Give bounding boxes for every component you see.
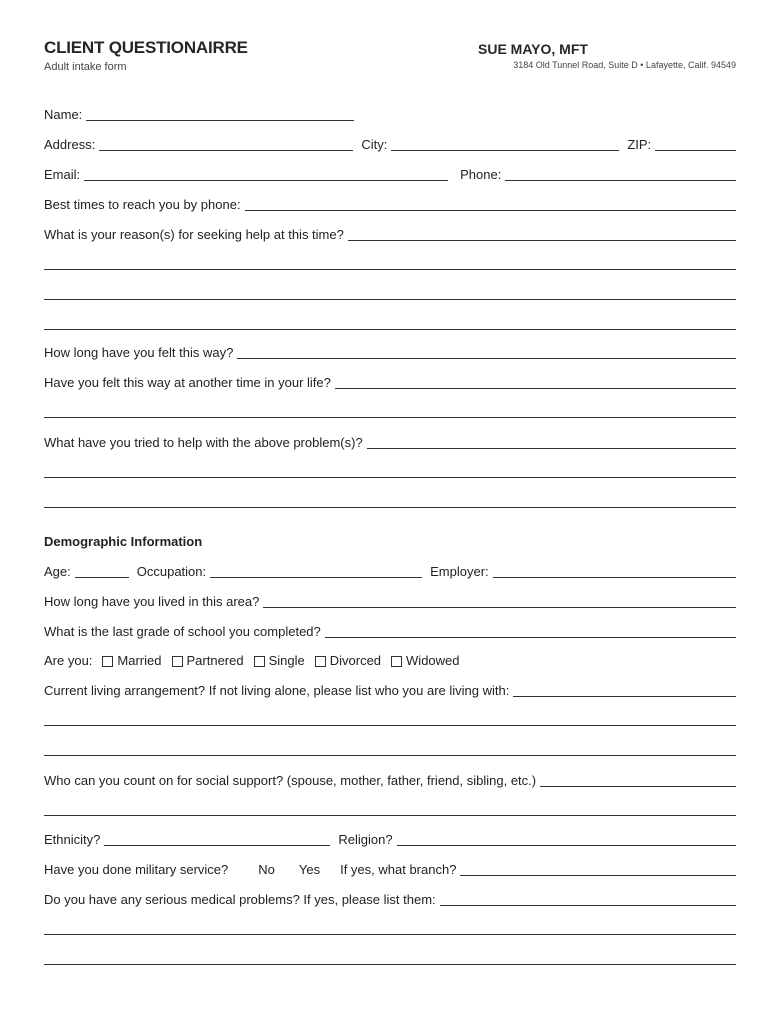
name-label: Name: xyxy=(44,107,83,122)
best-times-row xyxy=(44,194,736,214)
support-label: Who can you count on for social support? (spouse, mother, father, friend, sibling, etc.) xyxy=(44,773,537,788)
employer-label: Employer: xyxy=(430,564,489,579)
employer-field[interactable] xyxy=(493,576,736,578)
married-option[interactable] xyxy=(102,654,161,670)
age-row xyxy=(44,561,736,581)
single-checkbox[interactable] xyxy=(254,656,265,667)
tried-line-3[interactable] xyxy=(44,507,736,508)
form-subtitle: Adult intake form xyxy=(44,61,127,73)
married-checkbox[interactable] xyxy=(102,656,113,667)
felt-before-label: Have you felt this way at another time in your life? xyxy=(44,375,331,390)
military-row xyxy=(44,859,736,879)
city-field[interactable] xyxy=(391,149,619,151)
ethnicity-field[interactable] xyxy=(104,844,330,846)
living-field[interactable] xyxy=(513,695,736,697)
tried-label: What have you tried to help with the above problem(s)? xyxy=(44,435,363,450)
religion-label: Religion? xyxy=(338,832,393,847)
occupation-field[interactable] xyxy=(210,576,422,578)
school-label: What is the last grade of school you completed? xyxy=(44,624,321,639)
school-row xyxy=(44,621,736,641)
support-row xyxy=(44,770,736,790)
ethnicity-row xyxy=(44,829,736,849)
occupation-label: Occupation: xyxy=(136,564,207,579)
felt-before-row xyxy=(44,372,736,392)
felt-before-line-2[interactable] xyxy=(44,417,736,418)
age-field[interactable] xyxy=(75,576,129,578)
widowed-option[interactable] xyxy=(391,654,459,670)
address-row xyxy=(44,134,736,154)
support-line-2[interactable] xyxy=(44,815,736,816)
widowed-checkbox[interactable] xyxy=(391,656,402,667)
divorced-label: Divorced xyxy=(329,653,382,668)
tried-line-2[interactable] xyxy=(44,477,736,478)
felt-before-field[interactable] xyxy=(335,387,736,389)
phone-label: Phone: xyxy=(460,167,502,182)
city-label: City: xyxy=(361,137,388,152)
address-label: Address: xyxy=(44,137,96,152)
partnered-option[interactable] xyxy=(172,654,244,670)
name-field[interactable] xyxy=(86,119,354,121)
living-row xyxy=(44,680,736,700)
military-label: Have you done military service? xyxy=(44,862,229,877)
branch-label: If yes, what branch? xyxy=(340,862,457,877)
how-long-field[interactable] xyxy=(237,357,736,359)
phone-field[interactable] xyxy=(505,179,736,181)
single-option[interactable] xyxy=(254,654,305,670)
marital-row xyxy=(44,650,736,670)
form-header xyxy=(44,38,736,78)
reason-row xyxy=(44,224,736,244)
reason-field[interactable] xyxy=(348,239,736,241)
lived-area-label: How long have you lived in this area? xyxy=(44,594,260,609)
military-yes[interactable]: Yes xyxy=(298,862,321,877)
provider-name: SUE MAYO, MFT xyxy=(478,41,588,57)
name-row xyxy=(44,104,736,124)
email-row xyxy=(44,164,736,184)
reason-label: What is your reason(s) for seeking help at this time? xyxy=(44,227,344,242)
zip-field[interactable] xyxy=(655,149,736,151)
form-title: CLIENT QUESTIONAIRRE xyxy=(44,38,248,57)
support-field[interactable] xyxy=(540,785,736,787)
reason-line-3[interactable] xyxy=(44,299,736,300)
school-field[interactable] xyxy=(325,636,736,638)
partnered-checkbox[interactable] xyxy=(172,656,183,667)
medical-label: Do you have any serious medical problems? If yes, please list them: xyxy=(44,892,436,907)
tried-field[interactable] xyxy=(367,447,736,449)
reason-line-4[interactable] xyxy=(44,329,736,330)
religion-field[interactable] xyxy=(397,844,736,846)
provider-address: 3184 Old Tunnel Road, Suite D • Lafayette, Calif. 94549 xyxy=(513,60,736,70)
medical-line-3[interactable] xyxy=(44,964,736,965)
email-label: Email: xyxy=(44,167,81,182)
ethnicity-label: Ethnicity? xyxy=(44,832,101,847)
tried-row xyxy=(44,432,736,452)
best-times-field[interactable] xyxy=(245,209,736,211)
how-long-label: How long have you felt this way? xyxy=(44,345,234,360)
widowed-label: Widowed xyxy=(406,653,460,668)
single-label: Single xyxy=(268,653,305,668)
email-field[interactable] xyxy=(84,179,448,181)
partnered-label: Partnered xyxy=(186,653,244,668)
medical-row xyxy=(44,889,736,909)
married-label: Married xyxy=(117,653,162,668)
marital-label: Are you: xyxy=(44,653,93,668)
lived-area-field[interactable] xyxy=(263,606,736,608)
divorced-option[interactable] xyxy=(315,654,381,670)
how-long-row xyxy=(44,342,736,362)
reason-line-2[interactable] xyxy=(44,269,736,270)
living-line-3[interactable] xyxy=(44,755,736,756)
zip-label: ZIP: xyxy=(627,137,652,152)
living-label: Current living arrangement? If not living alone, please list who you are living with: xyxy=(44,683,510,698)
demographic-heading: Demographic Information xyxy=(44,534,203,549)
military-no[interactable]: No xyxy=(258,862,275,877)
living-line-2[interactable] xyxy=(44,725,736,726)
medical-line-2[interactable] xyxy=(44,934,736,935)
best-times-label: Best times to reach you by phone: xyxy=(44,197,241,212)
medical-field[interactable] xyxy=(440,904,736,906)
divorced-checkbox[interactable] xyxy=(315,656,326,667)
age-label: Age: xyxy=(44,564,71,579)
branch-field[interactable] xyxy=(460,874,736,876)
address-field[interactable] xyxy=(99,149,353,151)
lived-area-row xyxy=(44,591,736,611)
